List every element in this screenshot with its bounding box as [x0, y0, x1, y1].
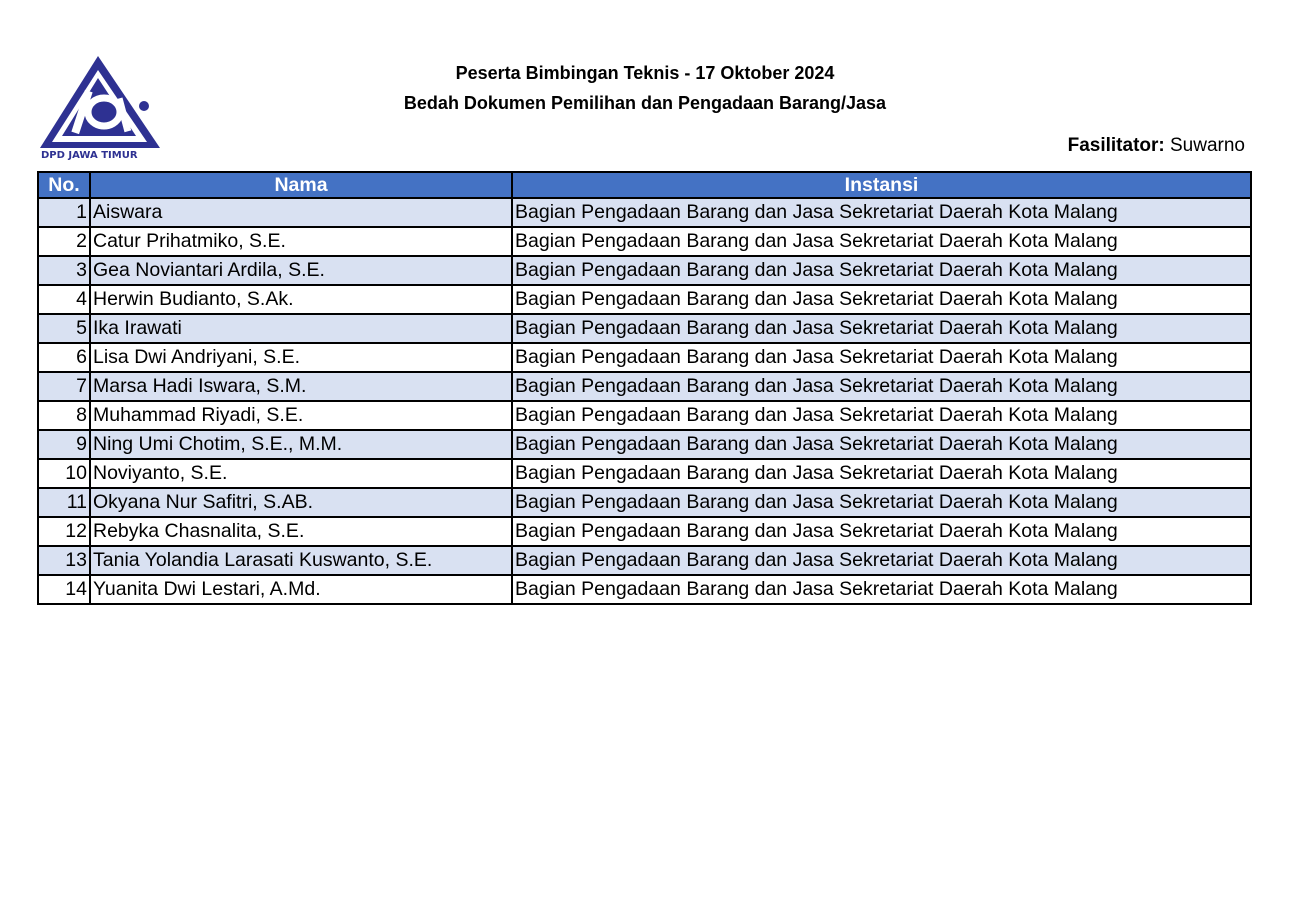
- table-row: [38, 227, 1251, 256]
- table-row: [38, 517, 1251, 546]
- participant-institution: Bagian Pengadaan Barang dan Jasa Sekretariat Daerah Kota Malang: [512, 285, 1251, 314]
- row-number: 2: [38, 227, 90, 256]
- participant-name: Aiswara: [90, 198, 512, 227]
- row-number: 10: [38, 459, 90, 488]
- facilitator-name: Suwarno: [1170, 135, 1245, 156]
- participant-name: Muhammad Riyadi, S.E.: [90, 401, 512, 430]
- row-number: 6: [38, 343, 90, 372]
- participant-institution: Bagian Pengadaan Barang dan Jasa Sekretariat Daerah Kota Malang: [512, 401, 1251, 430]
- table-row: [38, 546, 1251, 575]
- participants-table: [37, 171, 1252, 605]
- svg-text:DPD JAWA TIMUR: DPD JAWA TIMUR: [41, 150, 138, 160]
- participant-institution: Bagian Pengadaan Barang dan Jasa Sekretariat Daerah Kota Malang: [512, 372, 1251, 401]
- table-row: [38, 372, 1251, 401]
- participant-name: Gea Noviantari Ardila, S.E.: [90, 256, 512, 285]
- participant-institution: Bagian Pengadaan Barang dan Jasa Sekretariat Daerah Kota Malang: [512, 430, 1251, 459]
- table-row: [38, 314, 1251, 343]
- facilitator-label: Fasilitator:: [1067, 135, 1165, 156]
- participant-name: Marsa Hadi Iswara, S.M.: [90, 372, 512, 401]
- participant-institution: Bagian Pengadaan Barang dan Jasa Sekretariat Daerah Kota Malang: [512, 227, 1251, 256]
- row-number: 9: [38, 430, 90, 459]
- table-row: [38, 285, 1251, 314]
- participant-name: Catur Prihatmiko, S.E.: [90, 227, 512, 256]
- participant-name: Lisa Dwi Andriyani, S.E.: [90, 343, 512, 372]
- participant-name: Herwin Budianto, S.Ak.: [90, 285, 512, 314]
- facilitator-info: [1068, 133, 1245, 159]
- table-header-row: [38, 172, 1251, 198]
- participant-institution: Bagian Pengadaan Barang dan Jasa Sekretariat Daerah Kota Malang: [512, 517, 1251, 546]
- participant-institution: Bagian Pengadaan Barang dan Jasa Sekretariat Daerah Kota Malang: [512, 546, 1251, 575]
- participant-institution: Bagian Pengadaan Barang dan Jasa Sekretariat Daerah Kota Malang: [512, 198, 1251, 227]
- row-number: 4: [38, 285, 90, 314]
- participant-institution: Bagian Pengadaan Barang dan Jasa Sekretariat Daerah Kota Malang: [512, 343, 1251, 372]
- column-header-instansi: Instansi: [512, 172, 1251, 198]
- page-subtitle: Bedah Dokumen Pemilihan dan Pengadaan Barang/Jasa: [403, 93, 887, 113]
- participant-name: Rebyka Chasnalita, S.E.: [90, 517, 512, 546]
- table-row: [38, 430, 1251, 459]
- row-number: 8: [38, 401, 90, 430]
- participant-name: Okyana Nur Safitri, S.AB.: [90, 488, 512, 517]
- participant-name: Yuanita Dwi Lestari, A.Md.: [90, 575, 512, 604]
- participant-institution: Bagian Pengadaan Barang dan Jasa Sekretariat Daerah Kota Malang: [512, 459, 1251, 488]
- column-header-nama: Nama: [90, 172, 512, 198]
- row-number: 14: [38, 575, 90, 604]
- row-number: 7: [38, 372, 90, 401]
- row-number: 12: [38, 517, 90, 546]
- participant-institution: Bagian Pengadaan Barang dan Jasa Sekretariat Daerah Kota Malang: [512, 256, 1251, 285]
- table-row: [38, 459, 1251, 488]
- table-row: [38, 575, 1251, 604]
- participant-name: Ika Irawati: [90, 314, 512, 343]
- row-number: 11: [38, 488, 90, 517]
- participant-name: Ning Umi Chotim, S.E., M.M.: [90, 430, 512, 459]
- participant-institution: Bagian Pengadaan Barang dan Jasa Sekretariat Daerah Kota Malang: [512, 314, 1251, 343]
- row-number: 1: [38, 198, 90, 227]
- column-header-no: No.: [38, 172, 90, 198]
- table-row: [38, 198, 1251, 227]
- participant-institution: Bagian Pengadaan Barang dan Jasa Sekretariat Daerah Kota Malang: [512, 488, 1251, 517]
- participant-name: Tania Yolandia Larasati Kuswanto, S.E.: [90, 546, 512, 575]
- participant-name: Noviyanto, S.E.: [90, 459, 512, 488]
- row-number: 13: [38, 546, 90, 575]
- table-row: [38, 343, 1251, 372]
- participant-institution: Bagian Pengadaan Barang dan Jasa Sekretariat Daerah Kota Malang: [512, 575, 1251, 604]
- table-row: [38, 256, 1251, 285]
- table-row: [38, 488, 1251, 517]
- page-title: Peserta Bimbingan Teknis - 17 Oktober 2024: [455, 63, 835, 83]
- row-number: 5: [38, 314, 90, 343]
- table-row: [38, 401, 1251, 430]
- row-number: 3: [38, 256, 90, 285]
